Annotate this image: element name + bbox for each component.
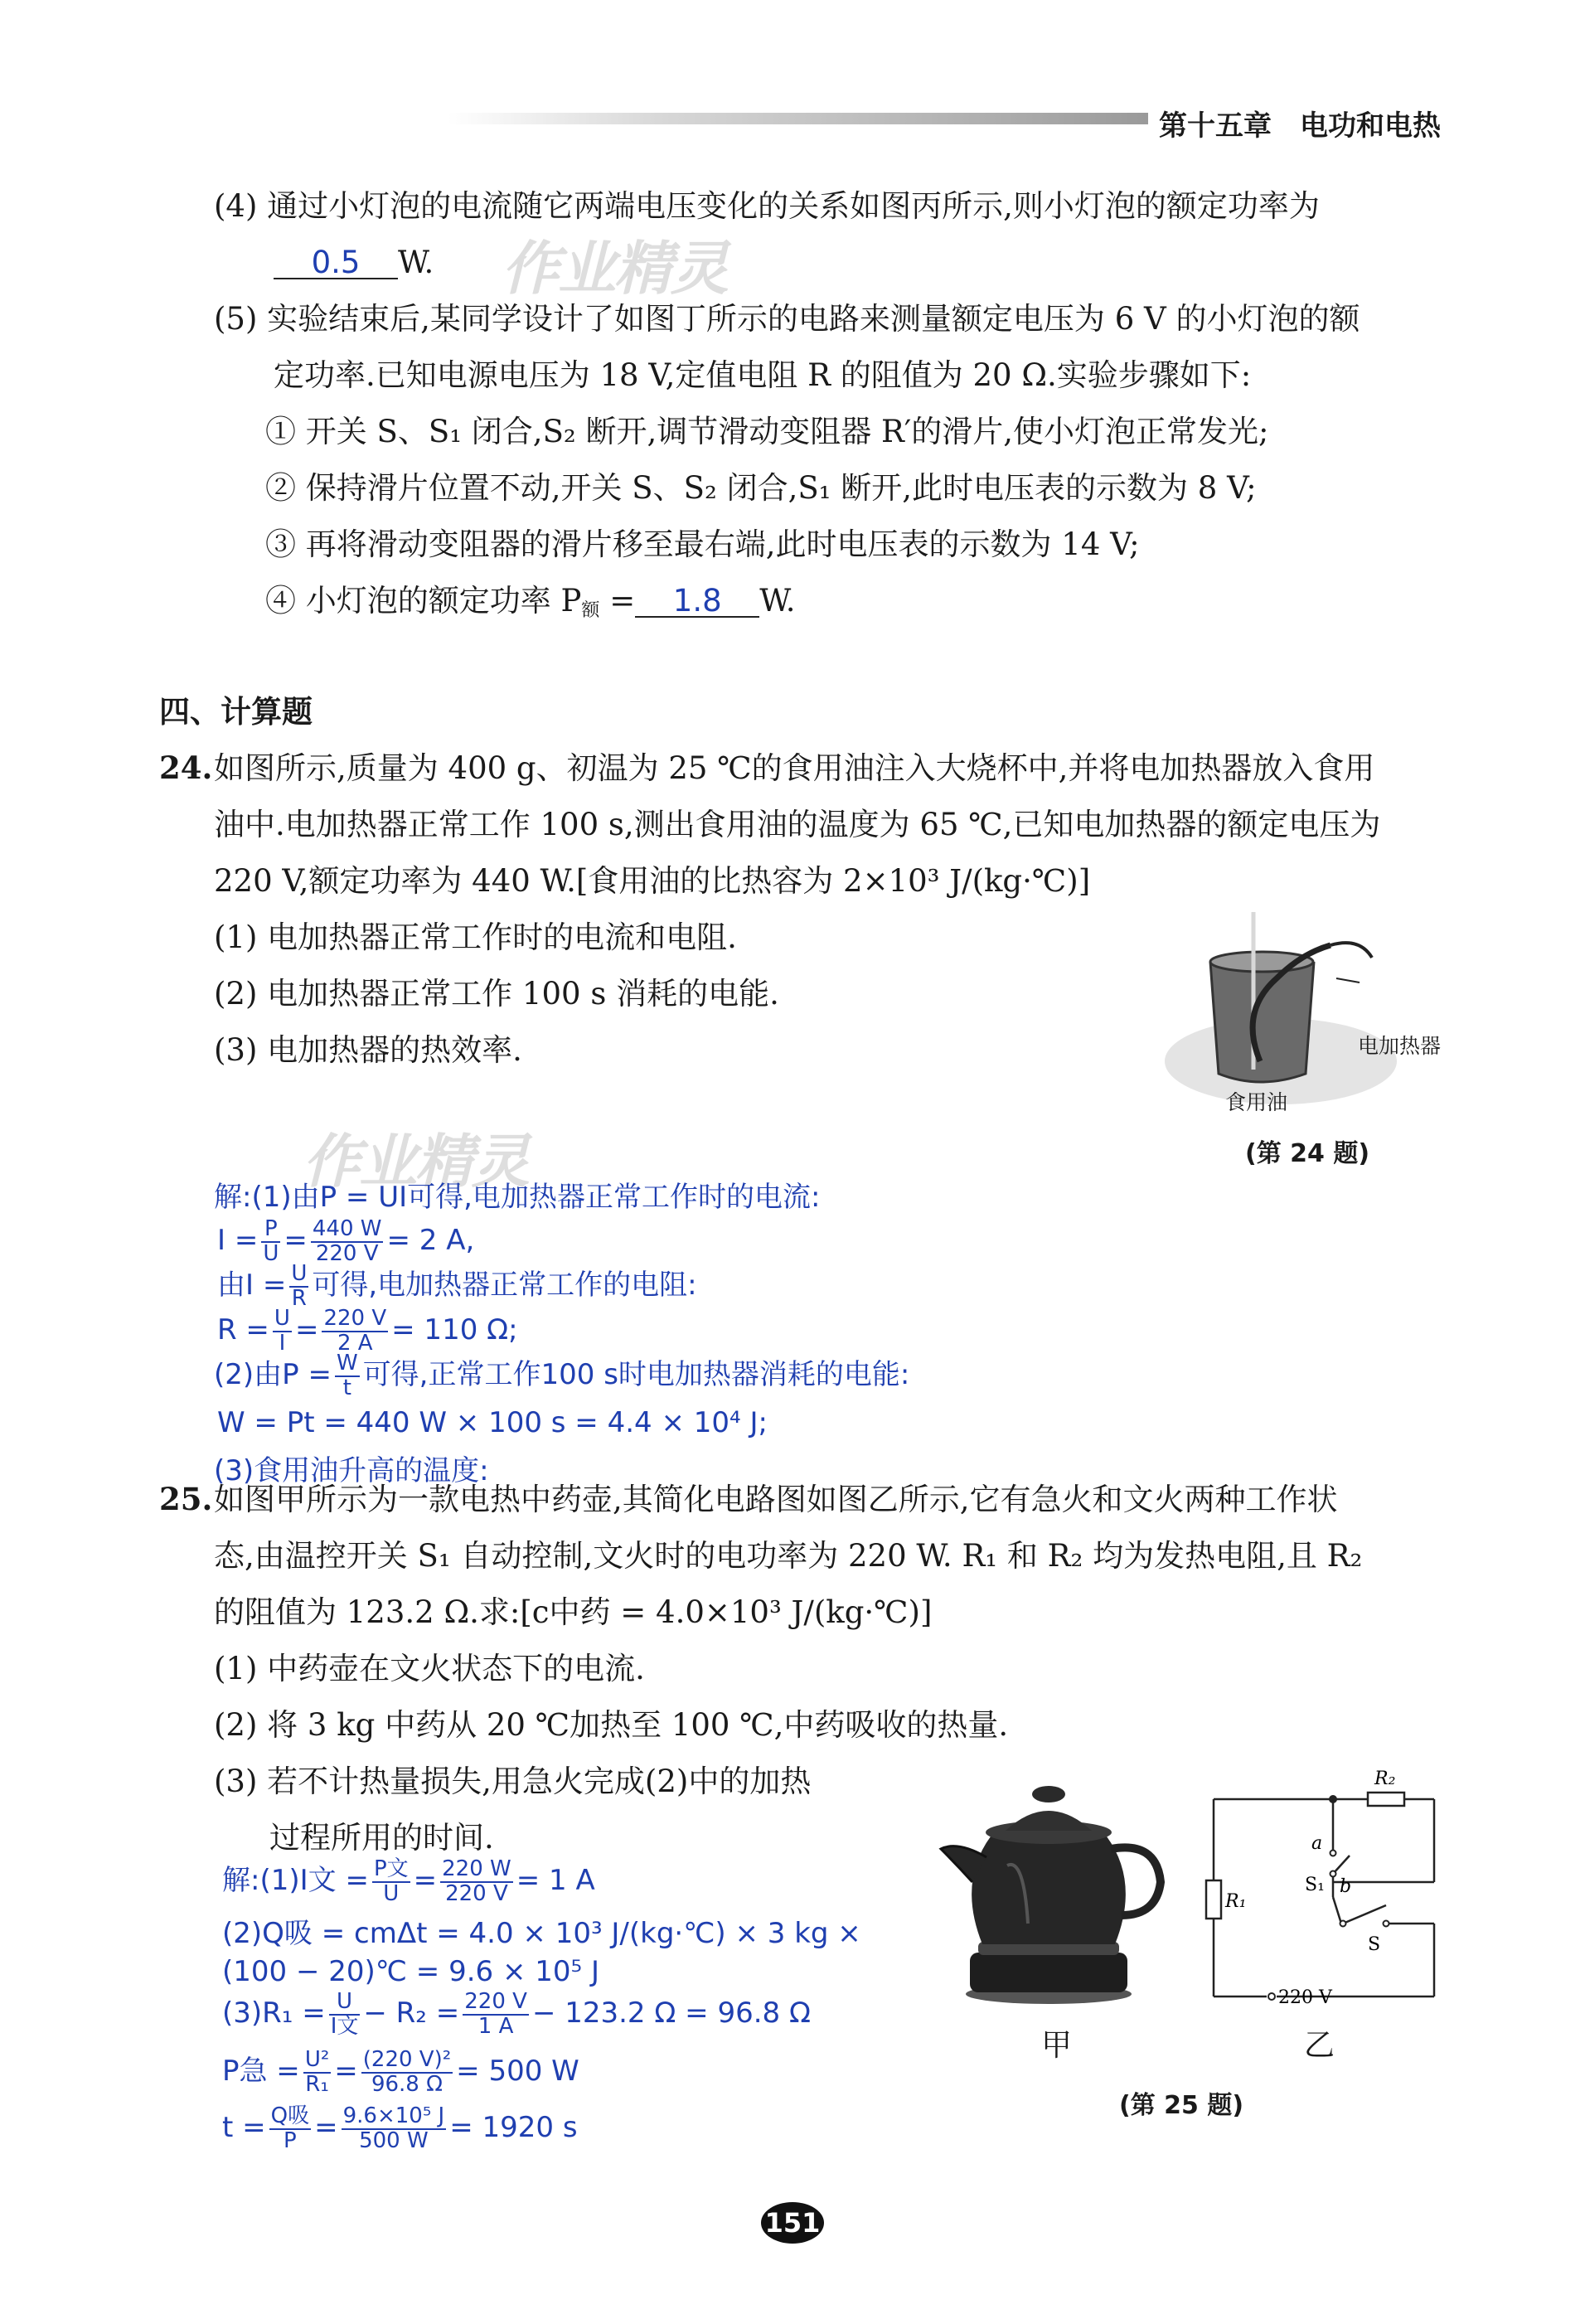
q24-solution-line4: R = $\frac{U}{I}$ = $\frac{220 V}{2 A}$ = 110 Ω; xyxy=(217,1306,518,1356)
q5-step4-prefix: ④ 小灯泡的额定功率 P xyxy=(265,583,582,619)
q24-line1: 如图所示,质量为 400 g、初温为 25 ℃的食用油注入大烧杯中,并将电加热器放入食用 xyxy=(214,750,1375,786)
q25-sol5-frac1 xyxy=(303,2049,331,2096)
q25-sol5-mid: = xyxy=(334,2055,358,2088)
frac-den: U xyxy=(383,1880,400,1906)
fig25-label-jia: 甲 xyxy=(1041,2027,1072,2063)
frac-den: 96.8 Ω xyxy=(371,2071,443,2097)
q25-solution-line4 xyxy=(222,1990,811,2038)
q24-sol5-left: (2)由P = xyxy=(214,1358,332,1391)
q5-step1: ① 开关 S、S₁ 闭合,S₂ 断开,调节滑动变阻器 R′的滑片,使小灯泡正常发光; xyxy=(265,414,1269,449)
q25-sub2: (2) 将 3 kg 中药从 20 ℃加热至 100 ℃,中药吸收的热量. xyxy=(214,1707,1009,1743)
q25-sub1: (1) 中药壶在文火状态下的电流. xyxy=(214,1651,645,1686)
q5-step2: ② 保持滑片位置不动,开关 S、S₂ 闭合,S₁ 断开,此时电压表的示数为 8 V; xyxy=(265,470,1257,506)
frac-num: (220 V)² xyxy=(362,2047,452,2073)
circuit-diagram xyxy=(1194,1758,1459,2023)
q25-sol5-left: P急 = xyxy=(222,2055,300,2088)
frac-den: U xyxy=(263,1240,279,1266)
q25-sol1-left: 解:(1)I文 = xyxy=(222,1864,369,1897)
q24-sol4-frac2 xyxy=(322,1308,388,1355)
frac-num: 440 W xyxy=(312,1216,382,1242)
q25-sol4-frac2 xyxy=(463,1991,529,2038)
q24-sub3: (3) 电加热器的热效率. xyxy=(214,1032,522,1068)
frac-num: U xyxy=(291,1261,308,1287)
q5-step4 xyxy=(265,585,796,620)
frac-num: P xyxy=(261,1218,280,1242)
q5-step4-answer: 1.8 xyxy=(635,585,759,618)
q24-sol2-frac2 xyxy=(311,1218,384,1265)
watermark: 作业精灵 xyxy=(502,235,727,303)
q25-solution-line5 xyxy=(222,2048,579,2096)
q5-step4-unit: W. xyxy=(759,583,796,619)
q24-line2: 油中.电加热器正常工作 100 s,测出食用油的温度为 65 ℃,已知电加热器的额定电压为 xyxy=(214,807,1381,842)
q24-sol4-right: = 110 Ω; xyxy=(391,1313,518,1346)
q24-solution-line5 xyxy=(214,1351,909,1400)
fig24-caption: (第 24 题) xyxy=(1245,1139,1370,1168)
q25-sub3b: 过程所用的时间. xyxy=(269,1820,494,1856)
q25-sol6-left: t = xyxy=(222,2111,266,2144)
frac-num: W xyxy=(336,1351,358,1376)
q5-line1: (5) 实验结束后,某同学设计了如图丁所示的电路来测量额定电压为 6 V 的小灯泡的额 xyxy=(214,301,1360,337)
q24-solution-line6: W = Pt = 440 W × 100 s = 4.4 × 10⁴ J; xyxy=(217,1406,768,1439)
q25-sol1-frac1 xyxy=(372,1858,410,1905)
frac-den: 2 A xyxy=(337,1330,373,1356)
frac-den: I xyxy=(279,1330,286,1356)
q25-sol6-right: = 1920 s xyxy=(449,2111,578,2144)
q4-answer: 0.5 xyxy=(274,247,398,279)
q24-line3: 220 V,额定功率为 440 W.[食用油的比热容为 2×10³ J/(kg·℃)] xyxy=(214,863,1091,899)
q24-sol3-left: 由I = xyxy=(217,1269,287,1302)
fig25-label-yi: 乙 xyxy=(1304,2027,1335,2063)
fig24-label-oil: 食用油 xyxy=(1225,1090,1288,1114)
frac-den: R xyxy=(291,1285,307,1311)
q24-sub2: (2) 电加热器正常工作 100 s 消耗的电能. xyxy=(214,976,779,1012)
q24-sol2-frac1 xyxy=(261,1218,280,1265)
q25-sol6-mid: = xyxy=(314,2111,338,2144)
frac-den: 220 V xyxy=(315,1240,379,1266)
q24-sol4-frac1 xyxy=(273,1308,292,1355)
label-b: b xyxy=(1340,1876,1352,1897)
q25-sol6-frac2 xyxy=(342,2105,447,2152)
frac-num: 9.6×10⁵ J xyxy=(342,2103,445,2129)
fig24-label-heater: 电加热器 xyxy=(1358,1034,1442,1058)
fig25-caption: (第 25 题) xyxy=(1119,2091,1244,2120)
watermark: 作业精灵 xyxy=(303,1128,528,1196)
q25-sub3a: (3) 若不计热量损失,用急火完成(2)中的加热 xyxy=(214,1764,812,1799)
frac-num: Q吸 xyxy=(270,2103,310,2129)
frac-num: U xyxy=(274,1306,290,1332)
q25-line1: 如图甲所示为一款电热中药壶,其简化电路图如图乙所示,它有急火和文火两种工作状 xyxy=(214,1482,1338,1517)
header-gradient-bar xyxy=(448,113,1148,124)
q24-number: 24. xyxy=(159,750,213,786)
q25-sol6-frac1 xyxy=(269,2105,311,2152)
label-r1: R₁ xyxy=(1225,1891,1247,1912)
frac-num: 220 V xyxy=(323,1306,387,1332)
q24-solution-line3 xyxy=(217,1262,697,1310)
q25-sol5-right: = 500 W xyxy=(456,2055,579,2088)
q25-solution-line1: 解:(1)I文 = $\frac{\text{P文}}{U}$ = $\frac{220 W}{220 V}$ = 1 A xyxy=(222,1856,595,1906)
q25-sol4-frac1 xyxy=(329,1991,361,2038)
q25-line2: 态,由温控开关 S₁ 自动控制,文火时的电功率为 220 W. R₁ 和 R₂ 均为发热电阻,且 R₂ xyxy=(214,1538,1363,1574)
q4-answer-line xyxy=(274,247,434,279)
q24-sub1: (1) 电加热器正常工作时的电流和电阻. xyxy=(214,919,737,955)
label-r2: R₂ xyxy=(1374,1768,1396,1789)
q25-line3: 的阻值为 123.2 Ω.求:[c中药 = 4.0×10³ J/(kg·℃)] xyxy=(214,1594,933,1630)
q5-step4-eq: = xyxy=(609,583,636,619)
q25-solution-line6 xyxy=(222,2104,578,2152)
q5-line2: 定功率.已知电源电压为 18 V,定值电阻 R 的阻值为 20 Ω.实验步骤如下: xyxy=(274,357,1252,393)
q5-step3: ③ 再将滑动变阻器的滑片移至最右端,此时电压表的示数为 14 V; xyxy=(265,526,1140,562)
section-title: 四、计算题 xyxy=(159,693,313,730)
label-s1: S₁ xyxy=(1305,1875,1325,1895)
frac-den: 220 V xyxy=(445,1880,508,1906)
q25-sol4-right: − 123.2 Ω = 96.8 Ω xyxy=(531,1997,811,2030)
beaker-figure xyxy=(1161,912,1476,1119)
label-s: S xyxy=(1368,1934,1381,1955)
q24-sol2-right: = 2 A, xyxy=(386,1224,475,1257)
q25-sol4-mid: − R₂ = xyxy=(363,1997,460,2030)
frac-den: 1 A xyxy=(477,2013,514,2039)
label-a: a xyxy=(1311,1833,1323,1854)
q5-step4-sub: 额 xyxy=(581,600,600,621)
q24-sol2-left: I = xyxy=(217,1224,259,1257)
q24-sol3-right: 可得,电加热器正常工作的电阻: xyxy=(312,1269,697,1302)
q25-solution-line3: (100 − 20)℃ = 9.6 × 10⁵ J xyxy=(222,1955,599,1988)
frac-den: R₁ xyxy=(305,2071,329,2097)
frac-den: t xyxy=(342,1375,351,1400)
q24-sol4-left: R = xyxy=(217,1313,269,1346)
q25-sol5-frac2 xyxy=(361,2049,453,2096)
frac-num: U xyxy=(329,1991,361,2015)
q4-unit: W. xyxy=(398,245,434,280)
q24-sol3-frac xyxy=(289,1263,308,1310)
q4-text: (4) 通过小灯泡的电流随它两端电压变化的关系如图丙所示,则小灯泡的额定功率为 xyxy=(214,188,1320,224)
page-number: 151 xyxy=(761,2202,824,2244)
frac-num: U² xyxy=(304,2047,330,2073)
frac-den: P xyxy=(284,2128,297,2153)
frac-den: 500 W xyxy=(359,2128,429,2153)
q24-solution-line1: 解:(1)由P = UI可得,电加热器正常工作时的电流: xyxy=(214,1181,821,1214)
q24-sol5-frac xyxy=(335,1352,360,1400)
label-voltage: 220 V xyxy=(1278,1987,1332,2008)
frac-num: P文 xyxy=(373,1856,409,1882)
q25-sol1-frac2 xyxy=(440,1858,513,1905)
herbal-pot-figure xyxy=(933,1758,1181,2006)
frac-num: 220 W xyxy=(442,1856,511,1882)
frac-den: I文 xyxy=(330,2013,359,2039)
frac-num: 220 V xyxy=(464,1989,527,2015)
chapter-title: 第十五章 电功和电热 xyxy=(1159,109,1441,143)
q24-solution-line7: (3)食用油升高的温度: xyxy=(214,1454,489,1487)
q25-solution-line2: (2)Q吸 = cmΔt = 4.0 × 10³ J/(kg·℃) × 3 kg × xyxy=(222,1917,861,1950)
q25-number: 25. xyxy=(159,1481,213,1517)
q25-sol4-left: (3)R₁ = xyxy=(222,1997,326,2030)
q25-sol1-right: = 1 A xyxy=(516,1864,595,1897)
q24-solution-line2: I = $\frac{P}{U}$ = $\frac{440 W}{220 V}$ = 2 A, xyxy=(217,1216,475,1266)
q24-sol5-right: 可得,正常工作100 s时电加热器消耗的电能: xyxy=(362,1358,910,1391)
